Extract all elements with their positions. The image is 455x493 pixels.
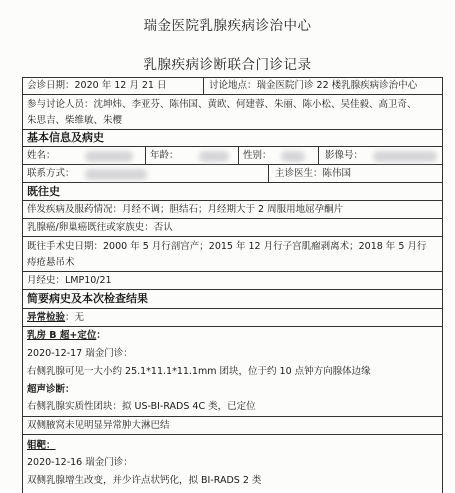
basic-section-title: 基本信息及病史 — [27, 131, 104, 144]
age-redacted — [199, 151, 229, 162]
mammography-date: 2020-12-16 瑞金门诊： — [27, 457, 133, 468]
sex-label: 性别： — [243, 150, 272, 161]
ultrasound-label: 乳房 B 超+定位 — [27, 330, 97, 341]
ultrasound-colon: ： — [96, 330, 106, 341]
ultrasound-diagnosis-label: 超声诊断： — [27, 384, 75, 395]
menstrual-row — [22, 272, 443, 290]
history-section-title: 既往史 — [27, 185, 60, 198]
ultrasound-diagnosis-2-row — [22, 417, 443, 435]
surgery-line1: 既往手术史日期：2000 年 5 月行剖宫产；2015 年 12 月行子宫肌瘤剥离术；2018 年 5 月行 — [27, 241, 427, 252]
contact-row — [22, 165, 443, 183]
meeting-location: 讨论地点：瑞金医院门诊 22 楼乳腺疾病诊治中心 — [209, 80, 418, 91]
family-history-row — [22, 219, 443, 237]
name-redacted — [85, 151, 133, 162]
current-section-title: 简要病史及本次检查结果 — [27, 292, 148, 305]
ultrasound-block — [22, 327, 443, 417]
image-number-label: 影像号： — [325, 150, 364, 161]
ultrasound-diagnosis-1: 右侧乳腺实质性团块：拟 US-BI-RADS 4C 类，已定位 — [27, 401, 256, 412]
abnormal-test-row — [22, 309, 443, 327]
mammography-label: 钼靶： — [27, 440, 56, 451]
meeting-row — [22, 78, 443, 95]
identity-row — [22, 147, 443, 165]
sex-redacted — [281, 151, 305, 162]
record-form — [22, 77, 443, 493]
basic-section-row — [22, 130, 443, 147]
form-title: 乳腺疾病诊断联合门诊记录 — [143, 57, 312, 73]
surgery-history-row — [22, 237, 443, 272]
meeting-date: 会诊日期：2020 年 12 月 21 日 — [27, 80, 167, 91]
participants-line1: 参与讨论人员：沈坤炜、李亚芬、陈伟国、黄欧、何建蓉、朱丽、陈小松、吴佳毅、高卫奇、 — [27, 99, 417, 110]
complications-row — [22, 201, 443, 219]
name-label: 姓名： — [27, 150, 56, 161]
participants-line2: 朱思吉、柴维敏、朱樱 — [27, 115, 123, 126]
surgery-line2: 痔疮悬吊术 — [27, 257, 75, 268]
abnormal-test-value: ：无 — [65, 312, 85, 323]
contact-label: 联系方式： — [27, 168, 75, 179]
mammography-finding: 双侧乳腺增生改变，并少许点状钙化，拟 BI-RADS 2 类 — [27, 475, 262, 486]
center-name: 瑞金医院乳腺疾病诊治中心 — [143, 18, 312, 34]
image-number-redacted — [373, 151, 437, 162]
history-section-row — [22, 183, 443, 201]
menstrual-text: 月经史：LMP10/21 — [27, 275, 112, 286]
ultrasound-heading — [27, 329, 106, 343]
current-section-row — [22, 290, 443, 309]
ultrasound-date: 2020-12-17 瑞金门诊： — [27, 348, 133, 359]
mammography-block — [22, 435, 443, 493]
contact-redacted — [85, 169, 147, 180]
attending-doctor: 主诊医生：陈伟国 — [275, 168, 352, 179]
ultrasound-finding: 右侧乳腺可见一大小约 25.1*11.1*11.1mm 团块，位于约 10 点钟方向腺体边缘 — [27, 366, 371, 377]
family-history-text: 乳腺癌/卵巢癌既往或家族史：否认 — [27, 222, 173, 233]
participants-row — [22, 95, 443, 130]
abnormal-test-label: 异常检验 — [27, 312, 66, 323]
abnormal-test-line — [27, 311, 84, 325]
ultrasound-diagnosis-2: 双侧腋窝未见明显异常肿大淋巴结 — [27, 420, 170, 431]
age-label: 年龄： — [150, 150, 179, 161]
complications-text: 伴发疾病及服药情况：月经不调；胆结石；月经期大于 2 周服用地屈孕酮片 — [27, 204, 344, 215]
